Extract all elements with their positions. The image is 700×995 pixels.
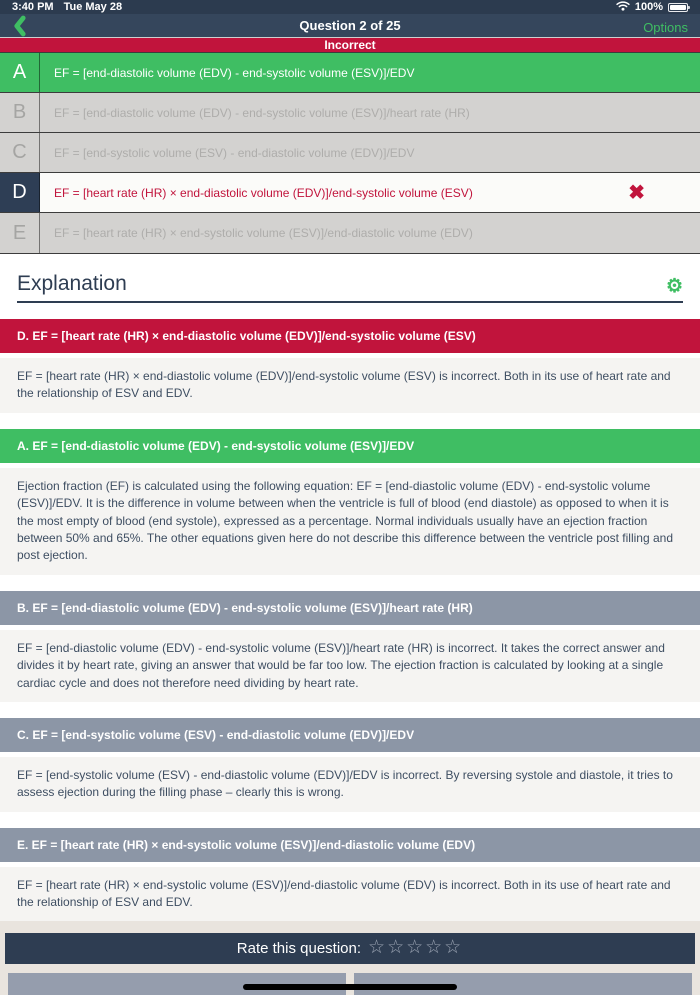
status-bar	[0, 0, 700, 14]
answer-option-b[interactable]	[0, 93, 700, 133]
option-letter-e: E	[0, 213, 40, 253]
option-letter-b: B	[0, 93, 40, 132]
explanation-body-e: EF = [heart rate (HR) × end-systolic volume (ESV)]/end-diastolic volume (EDV) is incorrect. Both in its use of heart rate and the relationship of ESV and EDV.	[0, 867, 700, 922]
status-indicators	[616, 0, 688, 14]
explanation-banner-e: E. EF = [heart rate (HR) × end-systolic volume (ESV)]/end-diastolic volume (EDV)	[0, 828, 700, 862]
answer-option-c[interactable]	[0, 133, 700, 173]
wifi-icon	[616, 0, 630, 14]
back-button[interactable]	[12, 14, 28, 43]
footer	[0, 921, 700, 995]
rate-question-label: Rate this question:	[236, 940, 362, 958]
status-time-group	[12, 1, 122, 13]
option-letter-c: C	[0, 133, 40, 172]
explanation-body-d: EF = [heart rate (HR) × end-diastolic volume (EDV)]/end-systolic volume (ESV) is incorrect. Both in its use of heart rate and the relationship of ESV and EDV.	[0, 358, 700, 413]
option-text-e: EF = [heart rate (HR) × end-systolic volume (ESV)]/end-diastolic volume (EDV)	[54, 226, 473, 240]
incorrect-x-icon: ✖	[628, 181, 645, 204]
explanation-heading: Explanation	[17, 272, 127, 295]
battery-icon	[668, 3, 688, 12]
home-indicator[interactable]	[243, 984, 457, 990]
explanation-section	[0, 254, 700, 921]
explanation-header	[0, 272, 700, 301]
status-date: Tue May 28	[63, 1, 123, 13]
option-letter-a: A	[0, 53, 40, 92]
answer-option-a[interactable]	[0, 53, 700, 93]
explanation-body-c: EF = [end-systolic volume (ESV) - end-diastolic volume (EDV)]/EDV is incorrect. By reversing systole and diastole, it tries to assess ejection during the filling phase – clearly this is wrong.	[0, 757, 700, 812]
answer-options-list	[0, 52, 700, 254]
explanation-banner-c: C. EF = [end-systolic volume (ESV) - end-diastolic volume (EDV)]/EDV	[0, 718, 700, 752]
option-text-b: EF = [end-diastolic volume (EDV) - end-systolic volume (ESV)]/heart rate (HR)	[54, 105, 470, 120]
result-banner: Incorrect	[0, 37, 700, 52]
nav-header	[0, 14, 700, 37]
answer-option-d[interactable]	[0, 173, 700, 213]
gear-icon[interactable]: ⚙	[665, 276, 683, 297]
status-time: 3:40 PM	[12, 1, 54, 13]
explanation-banner-b: B. EF = [end-diastolic volume (EDV) - end-systolic volume (ESV)]/heart rate (HR)	[0, 591, 700, 625]
star-rating[interactable]: ☆☆☆☆☆	[368, 937, 464, 959]
explanation-banner-a: A. EF = [end-diastolic volume (EDV) - end-systolic volume (ESV)]/EDV	[0, 429, 700, 463]
option-text-a: EF = [end-diastolic volume (EDV) - end-systolic volume (ESV)]/EDV	[54, 65, 415, 80]
answer-option-e[interactable]	[0, 213, 700, 253]
options-button[interactable]: Options	[643, 20, 688, 35]
battery-percentage: 100%	[634, 1, 663, 13]
explanation-banner-d: D. EF = [heart rate (HR) × end-diastolic volume (EDV)]/end-systolic volume (ESV)	[0, 319, 700, 353]
rate-question-bar	[5, 933, 695, 964]
option-text-d: EF = [heart rate (HR) × end-diastolic volume (EDV)]/end-systolic volume (ESV)	[54, 185, 473, 200]
back-chevron-icon	[12, 14, 28, 43]
explanation-body-b: EF = [end-diastolic volume (EDV) - end-systolic volume (ESV)]/heart rate (HR) is incorrect. It takes the correct answer and divides it by heart rate, giving an answer that would be far too low. The ejection fraction is calculated by looking at a single cardiac cycle and does not therefore need dividing by heart rate.	[0, 630, 700, 702]
option-text-c: EF = [end-systolic volume (ESV) - end-diastolic volume (EDV)]/EDV	[54, 145, 415, 160]
option-letter-d: D	[0, 173, 40, 212]
page-title: Question 2 of 25	[299, 18, 401, 33]
explanation-body-a: Ejection fraction (EF) is calculated using the following equation: EF = [end-diastolic volume (EDV) - end-systolic volume (ESV)]/EDV. It is the difference in volume between when the ventricle is full of blood (end diastole) as opposed to when it is the most empty of blood (end systole), expressed as a percentage. Normal individuals usually have an ejection fraction between 50% and 65%. The other equations given here do not describe this difference between the ventricle post filling and post ejection.	[0, 468, 700, 575]
explanation-divider	[17, 301, 683, 303]
